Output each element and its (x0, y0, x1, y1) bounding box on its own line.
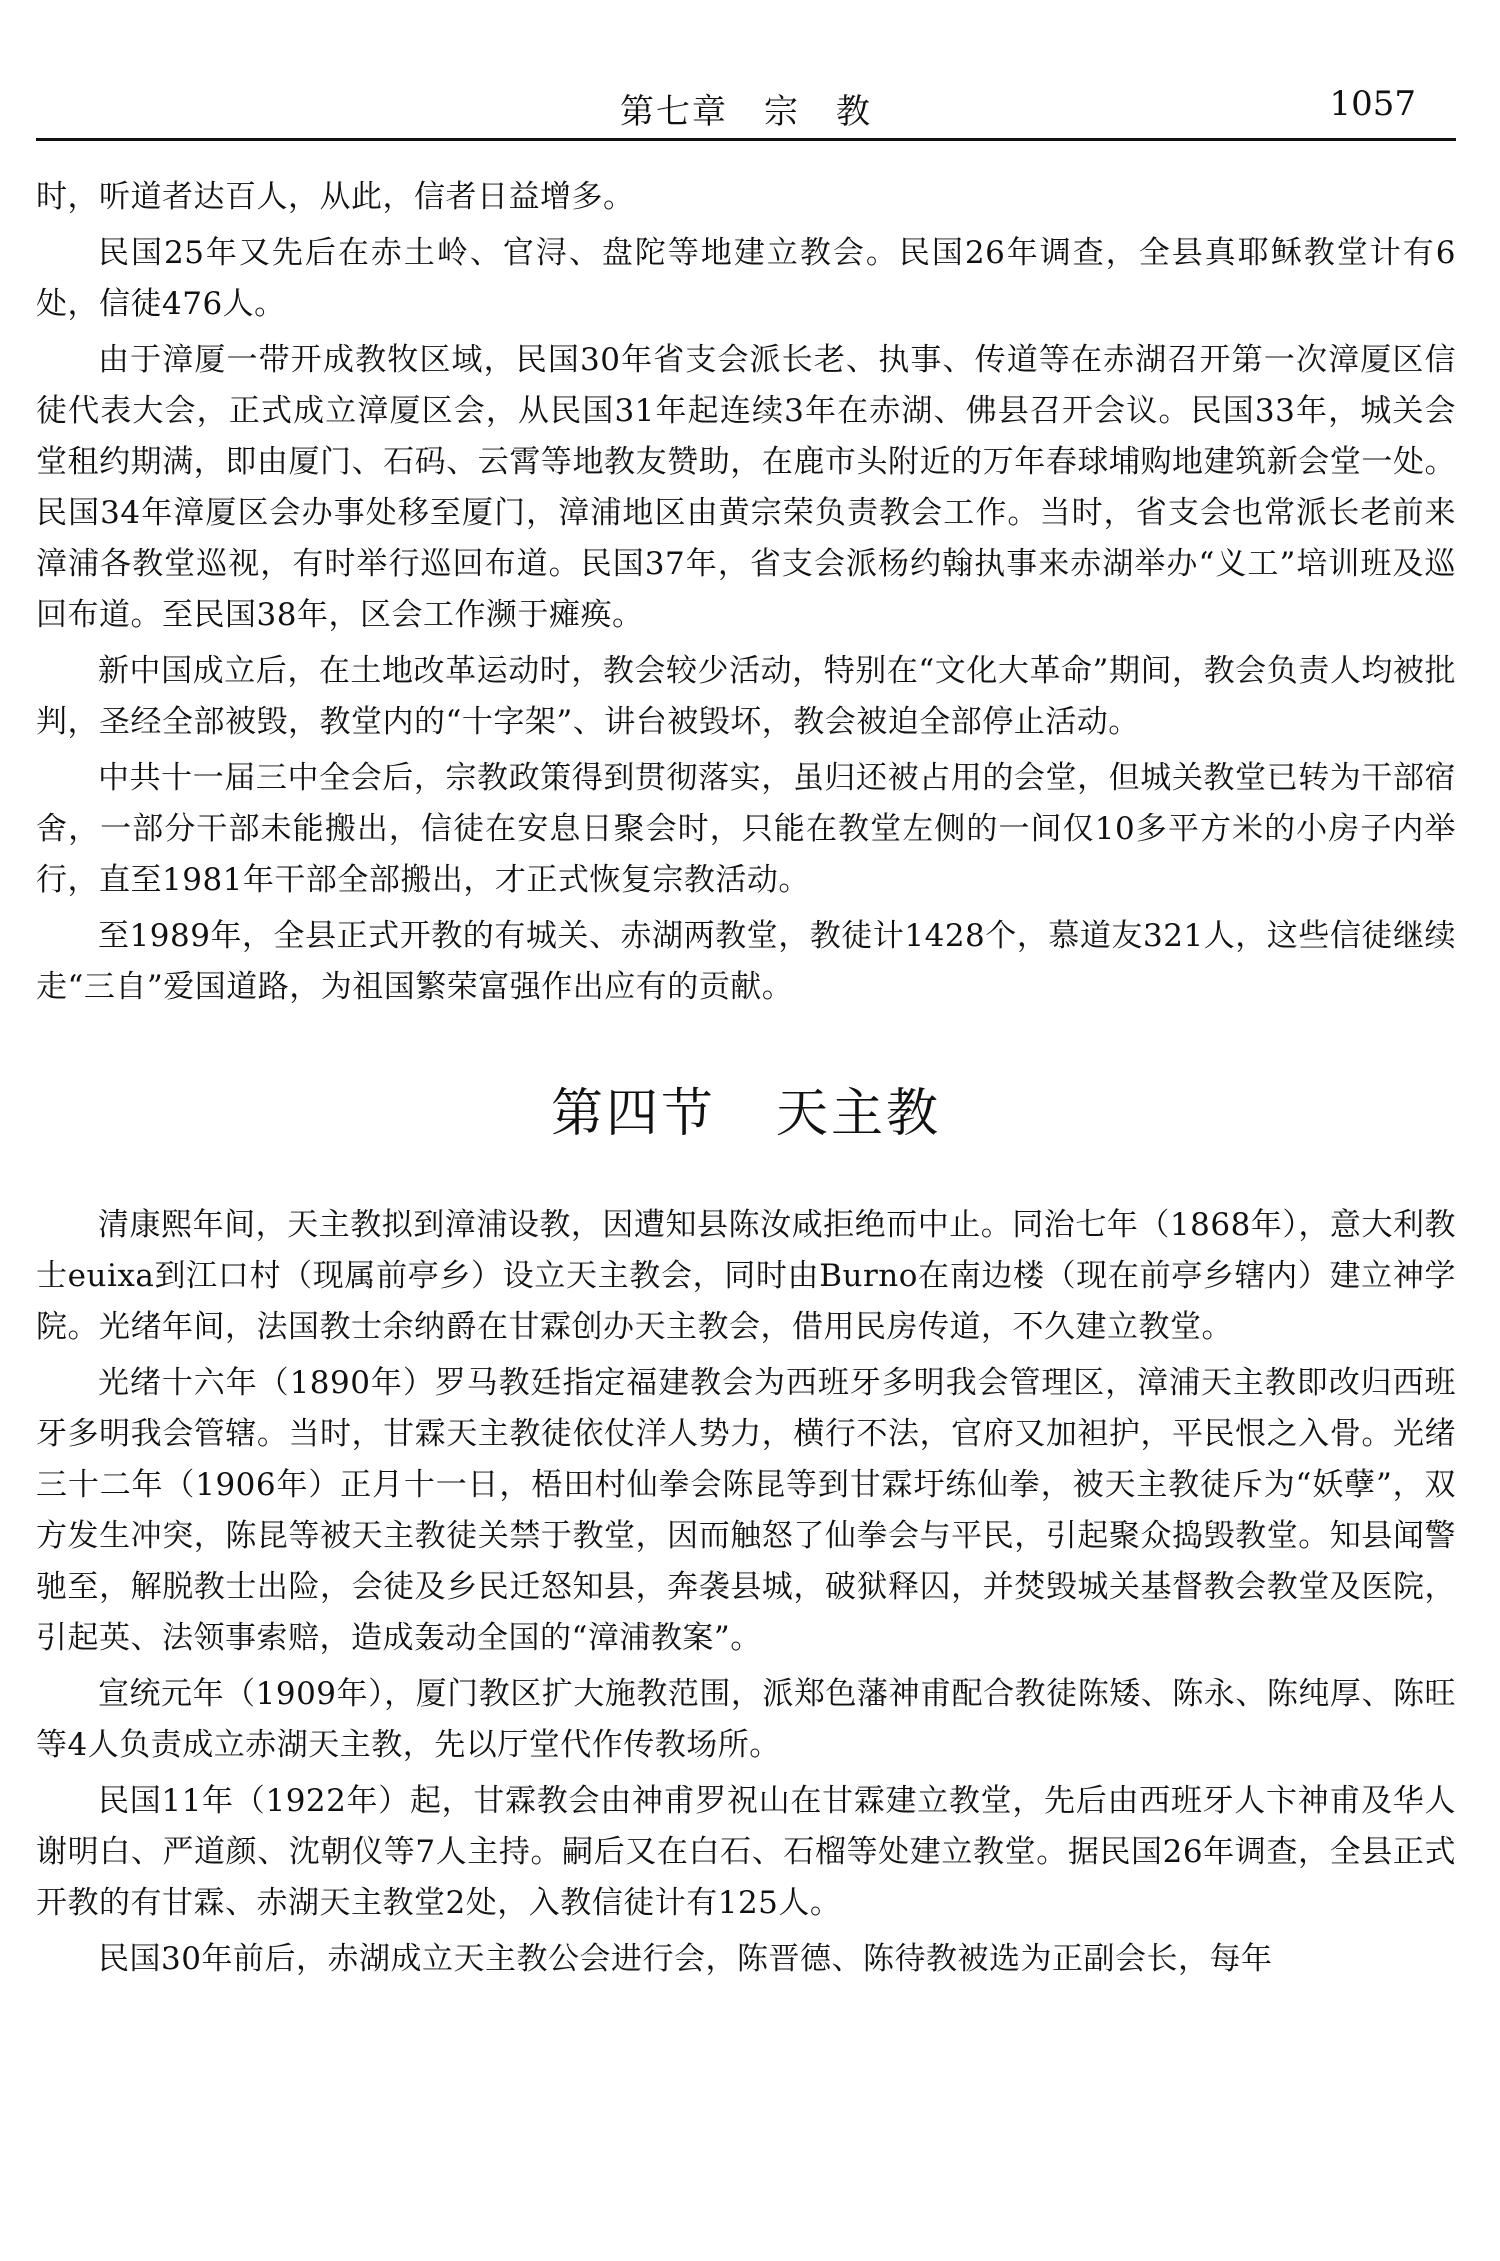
chapter-number: 第七章 (620, 92, 728, 132)
paragraph: 新中国成立后，在土地改革运动时，教会较少活动，特别在“文化大革命”期间，教会负责人均被批判，圣经全部被毁，教堂内的“十字架”、讲台被毁坏，教会被迫全部停止活动。 (36, 653, 1456, 740)
paragraph: 由于漳厦一带开成教牧区域，民国30年省支会派长老、执事、传道等在赤湖召开第一次漳厦区信徒代表大会，正式成立漳厦区会，从民国31年起连续3年在赤湖、佛县召开会议。民国33年，城关会堂租约期满，即由厦门、石码、云霄等地教友赞助，在鹿市头附近的万年春球埔购地建筑新会堂一处。民国34年漳厦区会办事处移至厦门，漳浦地区由黄宗荣负责教会工作。当时，省支会也常派长老前来漳浦各教堂巡视，有时举行巡回布道。民国37年，省支会派杨约翰执事来赤湖举办“义工”培训班及巡回布道。至民国38年，区会工作濒于瘫痪。 (36, 342, 1456, 633)
paragraph: 至1989年，全县正式开教的有城关、赤湖两教堂，教徒计1428个，慕道友321人，这些信徒继续走“三自”爱国道路，为祖国繁荣富强作出应有的贡献。 (36, 918, 1456, 1005)
chapter-name: 宗 教 (764, 92, 872, 132)
chapter-title (36, 84, 1456, 133)
running-header (36, 0, 1456, 142)
paragraph: 清康熙年间，天主教拟到漳浦设教，因遭知县陈汝咸拒绝而中止。同治七年（1868年），意大利教士euixa到江口村（现属前亭乡）设立天主教会，同时由Burno在南边楼（现在前亭乡辖内）建立神学院。光绪年间，法国教士余纳爵在甘霖创办天主教会，借用民房传道，不久建立教堂。 (36, 1207, 1456, 1345)
paragraph: 宣统元年（1909年），厦门教区扩大施教范围，派郑色藩神甫配合教徒陈矮、陈永、陈纯厚、陈旺等4人负责成立赤湖天主教，先以厅堂代作传教场所。 (36, 1676, 1456, 1763)
paragraph: 光绪十六年（1890年）罗马教廷指定福建教会为西班牙多明我会管理区，漳浦天主教即改归西班牙多明我会管辖。当时，甘霖天主教徒依仗洋人势力，横行不法，官府又加袒护，平民恨之入骨。光绪三十二年（1906年）正月十一日，梧田村仙拳会陈昆等到甘霖圩练仙拳，被天主教徒斥为“妖孽”，双方发生冲突，陈昆等被天主教徒关禁于教堂，因而触怒了仙拳会与平民，引起聚众捣毁教堂。知县闻警驰至，解脱教士出险，会徒及乡民迁怒知县，奔袭县城，破狱释囚，并焚毁城关基督教会教堂及医院，引起英、法领事索赔，造成轰动全国的“漳浦教案”。 (36, 1365, 1456, 1656)
paragraph-continued: 时，听道者达百人，从此，信者日益增多。 (36, 179, 635, 215)
paragraph: 民国30年前后，赤湖成立天主教公会进行会，陈晋德、陈待教被选为正副会长，每年 (98, 1941, 1273, 1977)
section-heading (36, 1071, 1456, 1146)
book-page (36, 0, 1456, 1985)
section-number: 第四节 (550, 1084, 716, 1144)
paragraph: 中共十一届三中全会后，宗教政策得到贯彻落实，虽归还被占用的会堂，但城关教堂已转为干部宿舍，一部分干部未能搬出，信徒在安息日聚会时，只能在教堂左侧的一间仅10多平方米的小房子内举行，直至1981年干部全部搬出，才正式恢复宗教活动。 (36, 760, 1456, 898)
paragraph: 民国11年（1922年）起，甘霖教会由神甫罗祝山在甘霖建立教堂，先后由西班牙人卞神甫及华人谢明白、严道颜、沈朝仪等7人主持。嗣后又在白石、石榴等处建立教堂。据民国26年调查，全县正式开教的有甘霖、赤湖天主教堂2处，入教信徒计有125人。 (36, 1783, 1456, 1921)
body-text (36, 142, 1456, 1985)
section-title: 天主教 (776, 1084, 942, 1144)
paragraph: 民国25年又先后在赤土岭、官浔、盘陀等地建立教会。民国26年调查，全县真耶稣教堂计有6处，信徒476人。 (36, 235, 1456, 322)
header-rule (36, 138, 1456, 141)
page-number: 1057 (1329, 84, 1416, 124)
